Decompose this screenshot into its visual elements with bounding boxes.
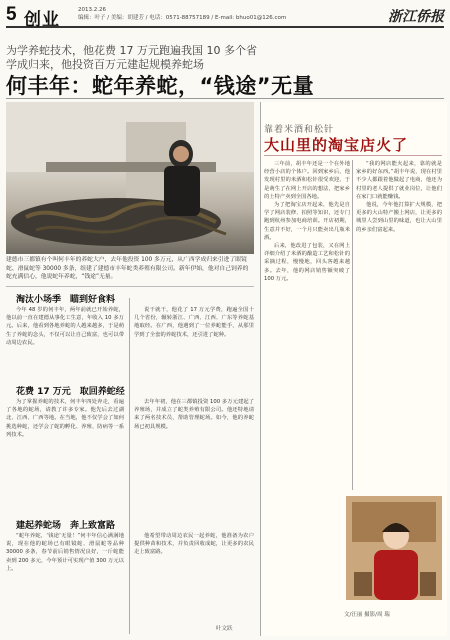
sidebar-rule bbox=[264, 155, 442, 156]
snake-farm-photo bbox=[6, 102, 254, 254]
article-column bbox=[134, 398, 254, 496]
section-heading-2: 花费 17 万元 取回养蛇经 bbox=[16, 387, 125, 397]
paragraph: 他希望带动周边农民一起养蛇，他准备为农户提供种苗和技术，并负责回收成蛇，让更多的农民走上致富路。 bbox=[134, 533, 254, 556]
headline-rule bbox=[6, 98, 444, 99]
article-column bbox=[6, 398, 124, 496]
sidebar-column bbox=[264, 160, 350, 630]
article-column bbox=[6, 306, 124, 380]
shop-owner-illustration bbox=[346, 496, 442, 600]
section-name: 创业 bbox=[24, 10, 60, 30]
sidebar-kicker: 靠着米酒和松针 bbox=[264, 125, 335, 135]
section-heading-1: 淘汰小场季 瞄到好食料 bbox=[16, 295, 116, 305]
column-divider bbox=[352, 160, 353, 490]
article-byline: 叶文跃 bbox=[216, 626, 233, 632]
page-number: 5 bbox=[6, 4, 17, 25]
paragraph: 为了把淘宝店开起来，他先是自学了网店装修、拍照等知识，还专门跑到杭州参加电商培训。开店初期，生意并不好，一个月只能卖出几瓶米酒。 bbox=[264, 202, 350, 241]
subheadline-2: 学成归来，他投资百万元建起规模养蛇场 bbox=[6, 58, 204, 71]
sidebar-headline: 大山里的淘宝店火了 bbox=[264, 136, 409, 154]
paragraph: 三年前，胡丰年还是一个在外地经营小店的个体户。回到家乡后，他发现村里的米酒和松针很受欢迎，于是萌生了在网上开店的想法，把家乡的土特产卖到全国各地。 bbox=[264, 161, 350, 200]
paragraph: 去年年初，他在三都镇投资 100 多万元建起了养殖场，并成立了蛇类养殖有限公司。他还特地请来了两名技术员，帮助管理蛇场。如今，他的养蛇场已初具规模。 bbox=[134, 399, 254, 430]
shop-owner-photo bbox=[346, 496, 442, 600]
paper-name: 浙江侨报 bbox=[388, 9, 444, 25]
paragraph: 后来，他改进了包装，又在网上详细介绍了米酒的酿造工艺和松针的采摘过程，慢慢地，回头客越来越多。去年，他的网店销售额突破了 100 万元。 bbox=[264, 243, 350, 282]
paragraph: “我的网店能火起来，靠的就是家乡的好东西。”胡丰年说，现在村里不少人都跟着他做起了电商，他还为村里的老人提供了就业岗位，让他们在家门口就能赚钱。 bbox=[356, 161, 442, 200]
masthead bbox=[6, 4, 444, 28]
article-column bbox=[134, 306, 254, 380]
sidebar-column bbox=[356, 160, 442, 492]
photo-caption: 建德市三都镇有个叫何丰年的养蛇大户，去年他投资 100 多万元，从广西学成归来引进了眼镜蛇、滑鼠蛇等 30000 多条，组建了建德市丰年蛇类养殖有限公司。新年伊始，他对自己饲养的蛇充满信心，他说蛇年养蛇，“钱途”无量。 bbox=[6, 257, 249, 280]
paragraph: 今年 48 岁的何丰年，两年前就已开始养蛇，他以前一直在建德从事化工生意，年收入 10 多万元。后来，他看到各地养蛇的人越来越多，于是萌生了养蛇的念头，不仅可以让自己致富，也可以带动周边农民。 bbox=[6, 307, 124, 346]
article-column bbox=[6, 532, 124, 630]
issue-date: 2013.2.26 bbox=[78, 7, 106, 13]
article-column bbox=[134, 532, 254, 622]
main-headline: 何丰年：蛇年养蛇，“钱途”无量 bbox=[6, 74, 315, 98]
column-divider bbox=[129, 298, 130, 634]
paragraph: 说干就干，他花了 17 万元学费，跑遍全国十几个省份，辗转浙江、广西、江西、广东等养蛇基地取经。在广西，他遇到了一位养蛇能手，从那里学到了全套的养蛇技术，还引进了蛇种。 bbox=[134, 307, 254, 338]
subheadline-1: 为学养蛇技术，他花费 17 万元跑遍我国 10 多个省 bbox=[6, 44, 257, 57]
paragraph: 为了掌握养蛇的技术，何丰年四处奔走，看遍了各地的蛇场，请教了许多专家。他先后去过湖北、江西、广西等地。在当地，他不仅学会了如何挑选种蛇，还学会了蛇的孵化、养殖、防病等一系列技术。 bbox=[6, 399, 124, 438]
editor-info: 编辑：叶子 / 美编：胡建芳 / 电话：0571-88757189 / E-mail: bhuo01@126.com bbox=[78, 15, 287, 21]
section-heading-3: 建起养蛇场 奔上致富路 bbox=[16, 521, 116, 531]
sidebar-byline: 文/汪丽 摄影/周 瑞 bbox=[344, 612, 390, 618]
paragraph: 他说，今年他打算扩大规模，把更多的大山特产搬上网店，让更多的城里人尝到山里的味道，也让大山里的乡亲们富起来。 bbox=[356, 202, 442, 233]
paragraph: “蛇年养蛇，‘钱途’无量！”何丰年信心满满地说，现在他的蛇场已有眼镜蛇、滑鼠蛇等品种 30000 多条，春节前后销售情况良好，一斤蛇能卖到 200 多元，今年预计可实现产值 300 万元以上。 bbox=[6, 533, 124, 572]
masthead-meta bbox=[78, 6, 318, 22]
section-divider bbox=[6, 286, 254, 287]
snake-farm-illustration bbox=[6, 102, 254, 254]
